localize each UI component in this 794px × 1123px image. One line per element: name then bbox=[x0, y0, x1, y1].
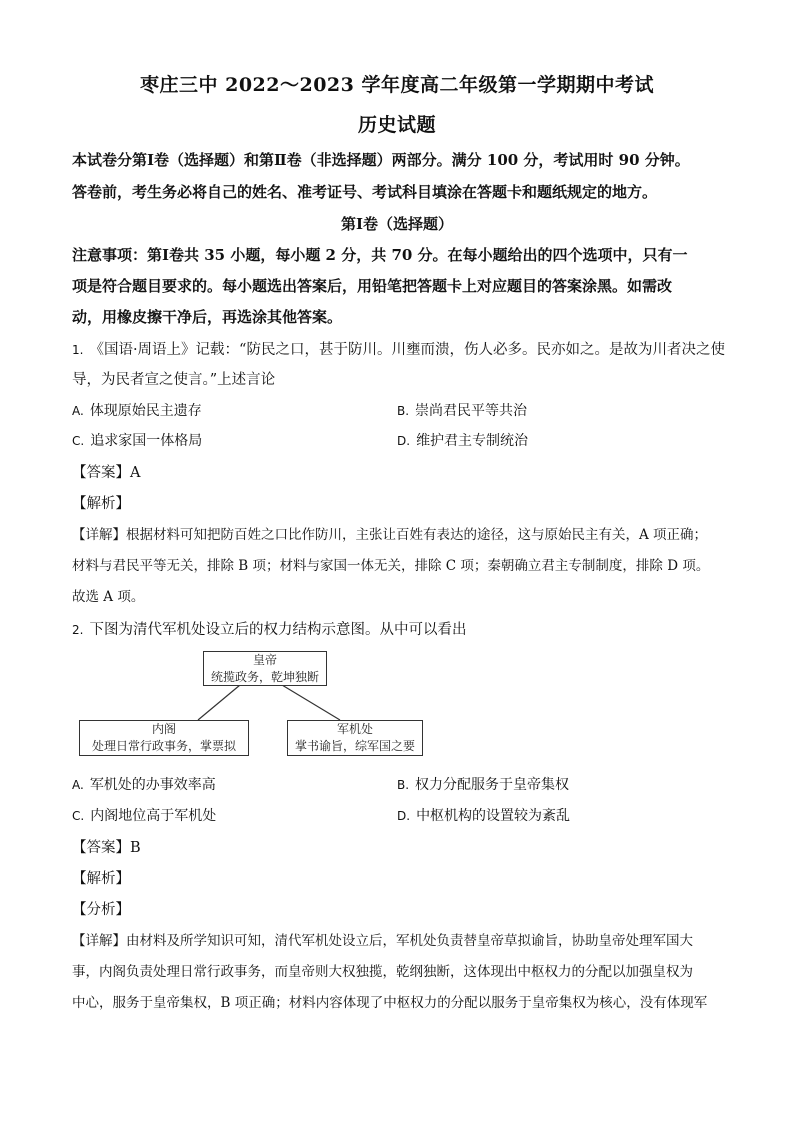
q1-number: 1. bbox=[72, 343, 84, 357]
notice-line-2: 项是符合题目要求的。每小题选出答案后，用铅笔把答题卡上对应题目的答案涂黑。如需改 bbox=[72, 277, 673, 295]
q1-analysis-label: 【解析】 bbox=[72, 496, 130, 512]
q1-detail-line-3: 故选 A 项。 bbox=[72, 589, 145, 605]
q2-number: 2. bbox=[72, 623, 84, 637]
q1-answer: 【答案】A bbox=[72, 465, 141, 481]
exam-title: 枣庄三中 2022～2023 学年度高二年级第一学期期中考试 bbox=[140, 74, 654, 96]
intro-line-1: 本试卷分第Ⅰ卷（选择题）和第Ⅱ卷（非选择题）两部分。满分 100 分，考试用时 90 分钟。 bbox=[72, 151, 690, 169]
q2-answer: 【答案】B bbox=[72, 840, 141, 856]
section-title: 第Ⅰ卷（选择题） bbox=[340, 215, 454, 233]
notice-line-1: 注意事项：第Ⅰ卷共 35 小题，每小题 2 分，共 70 分。在每小题给出的四个选项中，只有一 bbox=[72, 246, 688, 264]
grand-council-description: 掌书谕旨，综军国之要 bbox=[294, 739, 415, 753]
diagram-box-cabinet bbox=[79, 720, 249, 756]
notice-line-3: 动，用橡皮擦干净后，再选涂其他答案。 bbox=[72, 308, 343, 326]
q1-option-a: A. 体现原始民主遗存 bbox=[72, 403, 202, 419]
q1-detail-line-1: 【详解】根据材料可知把防百姓之口比作防川，主张让百姓有表达的途径，这与原始民主有关，A 项正确； bbox=[72, 527, 708, 543]
grand-council-title: 军机处 bbox=[336, 722, 373, 736]
diagram-box-grand-council bbox=[287, 720, 423, 756]
cabinet-title: 内阁 bbox=[151, 722, 176, 736]
q2-stem bbox=[72, 620, 732, 640]
q2-fenxi-label: 【分析】 bbox=[72, 902, 130, 918]
q1-option-c: C. 追求家国一体格局 bbox=[72, 433, 203, 449]
q1-option-b: B. 崇尚君民平等共治 bbox=[397, 403, 528, 419]
q2-detail-line-1: 【详解】由材料及所学知识可知，清代军机处设立后，军机处负责替皇帝草拟谕旨，协助皇帝处理军国大 bbox=[72, 933, 693, 949]
connector-emperor-to-grand-council bbox=[282, 685, 340, 720]
exam-subtitle: 历史试题 bbox=[357, 114, 436, 136]
q2-detail-line-3: 中心，服务于皇帝集权，B 项正确；材料内容体现了中枢权力的分配以服务于皇帝集权为核心，没有体现军 bbox=[72, 995, 708, 1011]
diagram-box-emperor bbox=[203, 651, 327, 686]
q2-detail-line-2: 事，内阁负责处理日常行政事务，而皇帝则大权独揽，乾纲独断，这体现出中枢权力的分配以加强皇权为 bbox=[72, 964, 693, 980]
q1-stem-line-1 bbox=[72, 340, 732, 360]
q2-option-a: A. 军机处的办事效率高 bbox=[72, 777, 216, 793]
q1-stem-line-2: 导，为民者宣之使言。”上述言论 bbox=[72, 372, 276, 388]
q1-option-d: D. 维护君主专制统治 bbox=[397, 433, 529, 449]
emperor-title: 皇帝 bbox=[252, 653, 277, 667]
q2-stem-text: 下图为清代军机处设立后的权力结构示意图。从中可以看出 bbox=[89, 622, 467, 638]
emperor-description: 统揽政务，乾坤独断 bbox=[210, 670, 319, 684]
cabinet-description: 处理日常行政事务，掌票拟 bbox=[91, 739, 236, 753]
q2-option-c: C. 内阁地位高于军机处 bbox=[72, 808, 217, 824]
intro-line-2: 答卷前，考生务必将自己的姓名、准考证号、考试科目填涂在答题卡和题纸规定的地方。 bbox=[72, 183, 658, 201]
q1-detail-line-2: 材料与君民平等无关，排除 B 项；材料与家国一体无关，排除 C 项；秦朝确立君主专制制度，排除 D 项。 bbox=[72, 558, 710, 574]
q1-stem-text: 《国语·周语上》记载：“防民之口，甚于防川。川壅而溃，伤人必多。民亦如之。是故为川者决之使 bbox=[89, 342, 725, 358]
q2-option-b: B. 权力分配服务于皇帝集权 bbox=[397, 777, 570, 793]
q2-option-d: D. 中枢机构的设置较为紊乱 bbox=[397, 808, 571, 824]
q2-analysis-label: 【解析】 bbox=[72, 871, 130, 887]
connector-emperor-to-cabinet bbox=[198, 685, 240, 720]
